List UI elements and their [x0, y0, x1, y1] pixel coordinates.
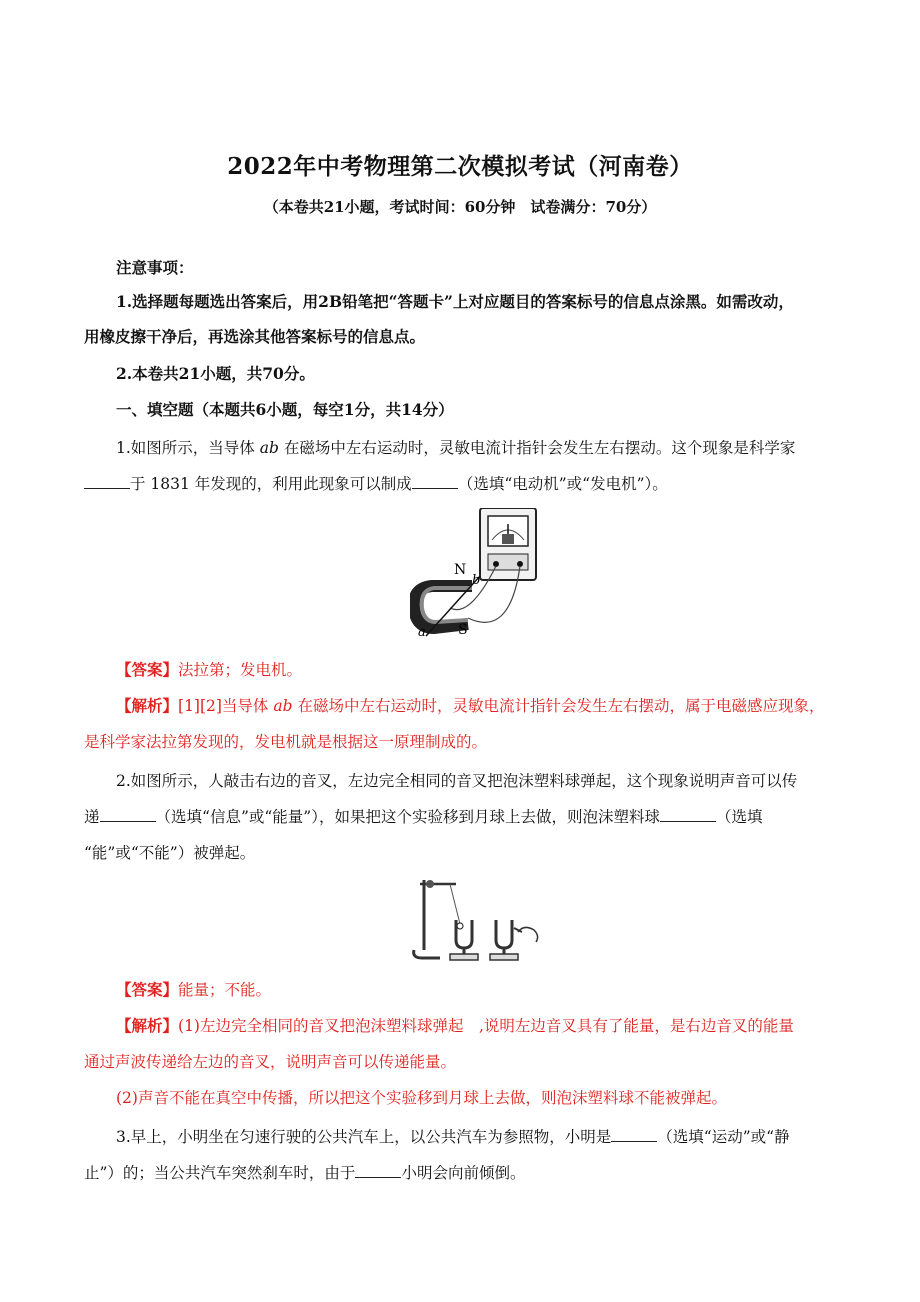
q2-line3: “能”或“不能”）被弹起。 — [84, 844, 256, 862]
q3-blank-1[interactable] — [611, 1127, 657, 1142]
q3-line1 — [116, 1125, 790, 1147]
notice-item2: 2.本卷共21小题，共70分。 — [116, 364, 315, 383]
dial-hub — [502, 534, 514, 544]
q2-analysis-label: 【解析】 — [116, 1016, 179, 1035]
q1-answer-text: 法拉第；发电机。 — [178, 661, 303, 679]
q3-text-a: 3.早上，小明坐在匀速行驶的公共汽车上，以公共汽车为参照物，小明是 — [116, 1128, 612, 1146]
q2-analysis-1a: (1)左边完全相同的音叉把泡沫塑料球弹起 ,说明左边音叉具有了能量，是右边音叉的能量 — [178, 1017, 794, 1035]
q3-line2 — [84, 1161, 525, 1183]
label-n: N — [454, 562, 467, 578]
q3-text-c: 止”）的；当公共汽车突然刹车时，由于 — [84, 1164, 356, 1182]
q2-analysis-1b: 通过声波传递给左边的音叉，说明声音可以传递能量。 — [84, 1053, 457, 1071]
q1-analysis-var: ab — [273, 697, 293, 715]
q2-line1: 2.如图所示，人敲击右边的音叉，左边完全相同的音叉把泡沫塑料球弹起，这个现象说明声音可以传 — [116, 772, 798, 790]
q1-answer-label: 【答案】 — [116, 660, 179, 679]
notice-heading: 注意事项： — [116, 258, 194, 277]
label-a: a — [418, 625, 426, 640]
q2-line2 — [84, 805, 762, 827]
thread — [450, 884, 460, 924]
exam-title: 2022年中考物理第二次模拟考试（河南卷） — [227, 153, 693, 180]
q2-analysis-2: (2)声音不能在真空中传播，所以把这个实验移到月球上去做，则泡沫塑料球不能被弹起。 — [116, 1089, 727, 1107]
notice-item1-line2: 用橡皮擦干净后，再选涂其他答案标号的信息点。 — [84, 327, 426, 346]
q3-text-b: （选填“运动”或“静 — [657, 1128, 790, 1146]
label-b: b — [472, 573, 481, 588]
resonator-left — [450, 954, 478, 960]
fork-right — [496, 920, 512, 948]
q1-text-b: 在磁场中左右运动时，灵敏电流计指针会发生左右摆动。这个现象是科学家 — [278, 439, 796, 457]
q1-blank-2[interactable] — [412, 474, 458, 489]
q1-analysis-a: [1][2]当导体 — [178, 697, 274, 715]
notice-item1-line1: 1.选择题每题选出答案后，用2B铅笔把“答题卡”上对应题目的答案标号的信息点涂黑。如需改动， — [116, 292, 794, 311]
foam-ball — [457, 923, 463, 929]
q1-blank-1[interactable] — [84, 474, 130, 489]
q1-text-c: 于 1831 年发现的，利用此现象可以制成 — [130, 475, 412, 493]
q3-blank-2[interactable] — [355, 1163, 401, 1178]
galvanometer-figure — [410, 508, 540, 640]
q2-text-b: （选填“信息”或“能量”），如果把这个实验移到月球上去做，则泡沫塑料球 — [155, 808, 660, 826]
q2-answer — [116, 978, 271, 1000]
q2-text-a: 递 — [84, 808, 100, 826]
q2-text-c: （选填 — [715, 808, 763, 826]
stand-clamp — [426, 880, 434, 888]
stand-base — [414, 950, 440, 958]
q1-var: ab — [259, 439, 279, 457]
q1-analysis-b: 在磁场中左右运动时，灵敏电流计指针会发生左右摆动，属于电磁感应现象， — [292, 697, 825, 715]
q2-answer-label: 【答案】 — [116, 980, 179, 999]
q1-answer — [116, 658, 302, 680]
q1-text-d: （选填“电动机”或“发电机”）。 — [457, 475, 668, 493]
q1-text-a: 1.如图所示，当导体 — [116, 439, 260, 457]
q1-analysis-line2: 是科学家法拉第发现的，发电机就是根据这一原理制成的。 — [84, 733, 488, 751]
q1-line2 — [84, 472, 668, 494]
tuning-fork-figure — [410, 870, 550, 964]
q1-analysis-label: 【解析】 — [116, 696, 179, 715]
q2-analysis — [116, 1014, 794, 1036]
label-s: S — [458, 622, 468, 638]
resonator-right — [490, 954, 518, 960]
section1-heading: 一、填空题（本题共6小题，每空1分，共14分） — [116, 400, 454, 419]
q2-blank-1[interactable] — [100, 807, 156, 822]
q2-answer-text: 能量；不能。 — [178, 981, 272, 999]
q2-blank-2[interactable] — [660, 807, 716, 822]
exam-subtitle: （本卷共21小题，考试时间：60分钟 试卷满分：70分） — [263, 198, 657, 216]
q1-analysis — [116, 694, 824, 716]
q1-line1 — [116, 436, 795, 458]
q3-text-d: 小明会向前倾倒。 — [401, 1164, 526, 1182]
hand-with-mallet — [518, 927, 538, 942]
